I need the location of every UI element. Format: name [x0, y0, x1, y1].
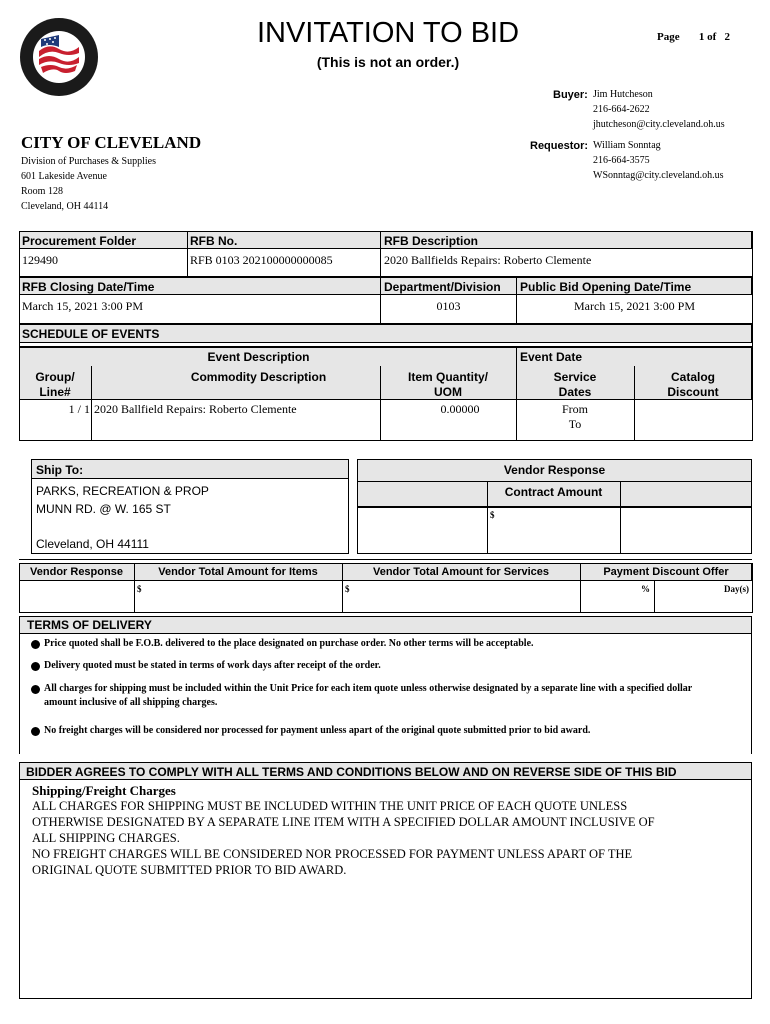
city-name: CITY OF CLEVELAND [21, 133, 202, 152]
rfb-no-label: RFB No. [190, 234, 238, 248]
line-number: 1 / 1 [68, 402, 90, 416]
shipping-freight-heading: Shipping/Freight Charges [32, 783, 176, 798]
commodity-description-label: Commodity Description [190, 370, 327, 384]
discount-percent-input[interactable]: % [641, 584, 650, 594]
delivery-term-1: Price quoted shall be F.O.B. delivered to the place designated on purchase order. No other terms will be acceptable. [44, 638, 534, 649]
procurement-folder-value: 129490 [22, 253, 58, 267]
vendor-response-col-label: Vendor Response [30, 566, 123, 578]
contract-amount-input[interactable]: $ [490, 510, 495, 520]
delivery-term-2: Delivery quoted must be stated in terms of work days after receipt of the order. [44, 660, 381, 671]
bullet-icon [31, 727, 40, 736]
public-bid-opening-label: Public Bid Opening Date/Time [520, 280, 692, 294]
rfb-closing-value: March 15, 2021 3:00 PM [22, 299, 143, 313]
ship-to-label: Ship To: [36, 463, 84, 477]
item-quantity-label: Item Quantity/ UOM [407, 370, 488, 399]
bullet-icon [31, 685, 40, 694]
ship-to-line-2: MUNN RD. @ W. 165 ST [36, 502, 171, 516]
bidder-line-4: NO FREIGHT CHARGES WILL BE CONSIDERED NOR PROCESSED FOR PAYMENT UNLESS APART OF THE [32, 847, 633, 861]
buyer-email: jhutcheson@city.cleveland.oh.us [593, 119, 725, 130]
service-dates-label: Service Dates [553, 370, 597, 399]
rfb-closing-label: RFB Closing Date/Time [22, 280, 155, 294]
group-line-label: Group/ Line# [35, 370, 75, 399]
bidder-agrees-title: BIDDER AGREES TO COMPLY WITH ALL TERMS AND CONDITIONS BELOW AND ON REVERSE SIDE OF THIS BID [26, 765, 677, 779]
bidder-line-1: ALL CHARGES FOR SHIPPING MUST BE INCLUDED WITHIN THE UNIT PRICE OF EACH QUOTE UNLESS [32, 799, 628, 813]
city-address-4: Cleveland, OH 44114 [21, 201, 109, 212]
terms-of-delivery-title: TERMS OF DELIVERY [27, 618, 152, 632]
bullet-icon [31, 662, 40, 671]
bidder-line-2: OTHERWISE DESIGNATED BY A SEPARATE LINE ITEM WITH A SPECIFIED DOLLAR AMOUNT INCLUSIVE OF [32, 815, 655, 829]
item-quantity: 0.00000 [440, 402, 480, 416]
contract-amount-label: Contract Amount [504, 485, 603, 499]
ship-to-line-4: Cleveland, OH 44111 [36, 537, 149, 551]
delivery-term-3: All charges for shipping must be included within the Unit Price for each item quote unless otherwise designated by a separate line with a specified dollar amount inclusive of all shipping charges. [44, 683, 693, 708]
commodity-description: 2020 Ballfield Repairs: Roberto Clemente [94, 402, 297, 416]
ship-to-line-1: PARKS, RECREATION & PROP [36, 484, 209, 498]
delivery-term-4: No freight charges will be considered nor processed for payment unless apart of the original quote submitted prior to bid award. [44, 725, 591, 736]
procurement-folder-label: Procurement Folder [22, 234, 137, 248]
requestor-name: William Sonntag [593, 140, 661, 151]
department-value: 0103 [436, 299, 461, 313]
catalog-discount-label: Catalog Discount [667, 370, 719, 399]
page-indicator: Page 1 of 2 [657, 31, 731, 43]
city-address-3: Room 128 [21, 186, 63, 197]
public-bid-opening-value: March 15, 2021 3:00 PM [574, 299, 695, 313]
requestor-email: WSonntag@city.cleveland.oh.us [593, 170, 724, 181]
total-items-input[interactable]: $ [137, 584, 142, 594]
buyer-phone: 216-664-2622 [593, 104, 650, 115]
bidder-line-5: ORIGINAL QUOTE SUBMITTED PRIOR TO BID AWARD. [32, 863, 347, 877]
buyer-name: Jim Hutcheson [593, 89, 653, 100]
bullet-icon [31, 640, 40, 649]
total-services-input[interactable]: $ [345, 584, 350, 594]
rfb-description-label: RFB Description [384, 234, 479, 248]
payment-discount-label: Payment Discount Offer [603, 566, 729, 578]
vendor-response-title: Vendor Response [503, 463, 606, 477]
schedule-of-events-title: SCHEDULE OF EVENTS [22, 327, 160, 341]
rfb-no-value: RFB 0103 202100000000085 [190, 253, 333, 267]
city-seal-logo [19, 17, 99, 97]
document-title: INVITATION TO BID [256, 17, 520, 49]
total-items-label: Vendor Total Amount for Items [158, 566, 318, 578]
service-to: To [568, 417, 582, 431]
vendor-response-input[interactable] [20, 582, 133, 612]
service-from: From [561, 402, 588, 416]
rfb-description-value: 2020 Ballfields Repairs: Roberto Clemente [384, 253, 592, 267]
bidder-line-3: ALL SHIPPING CHARGES. [32, 831, 180, 845]
event-description-label: Event Description [207, 350, 310, 364]
department-label: Department/Division [384, 280, 501, 294]
event-date-label: Event Date [520, 350, 583, 364]
buyer-label: Buyer: [553, 89, 588, 101]
document-subtitle: (This is not an order.) [316, 54, 460, 70]
requestor-label: Requestor: [530, 140, 589, 152]
total-services-label: Vendor Total Amount for Services [372, 566, 550, 578]
city-address-1: Division of Purchases & Supplies [21, 156, 156, 167]
discount-days-input[interactable]: Day(s) [724, 584, 749, 594]
city-address-2: 601 Lakeside Avenue [21, 171, 107, 182]
requestor-phone: 216-664-3575 [593, 155, 650, 166]
